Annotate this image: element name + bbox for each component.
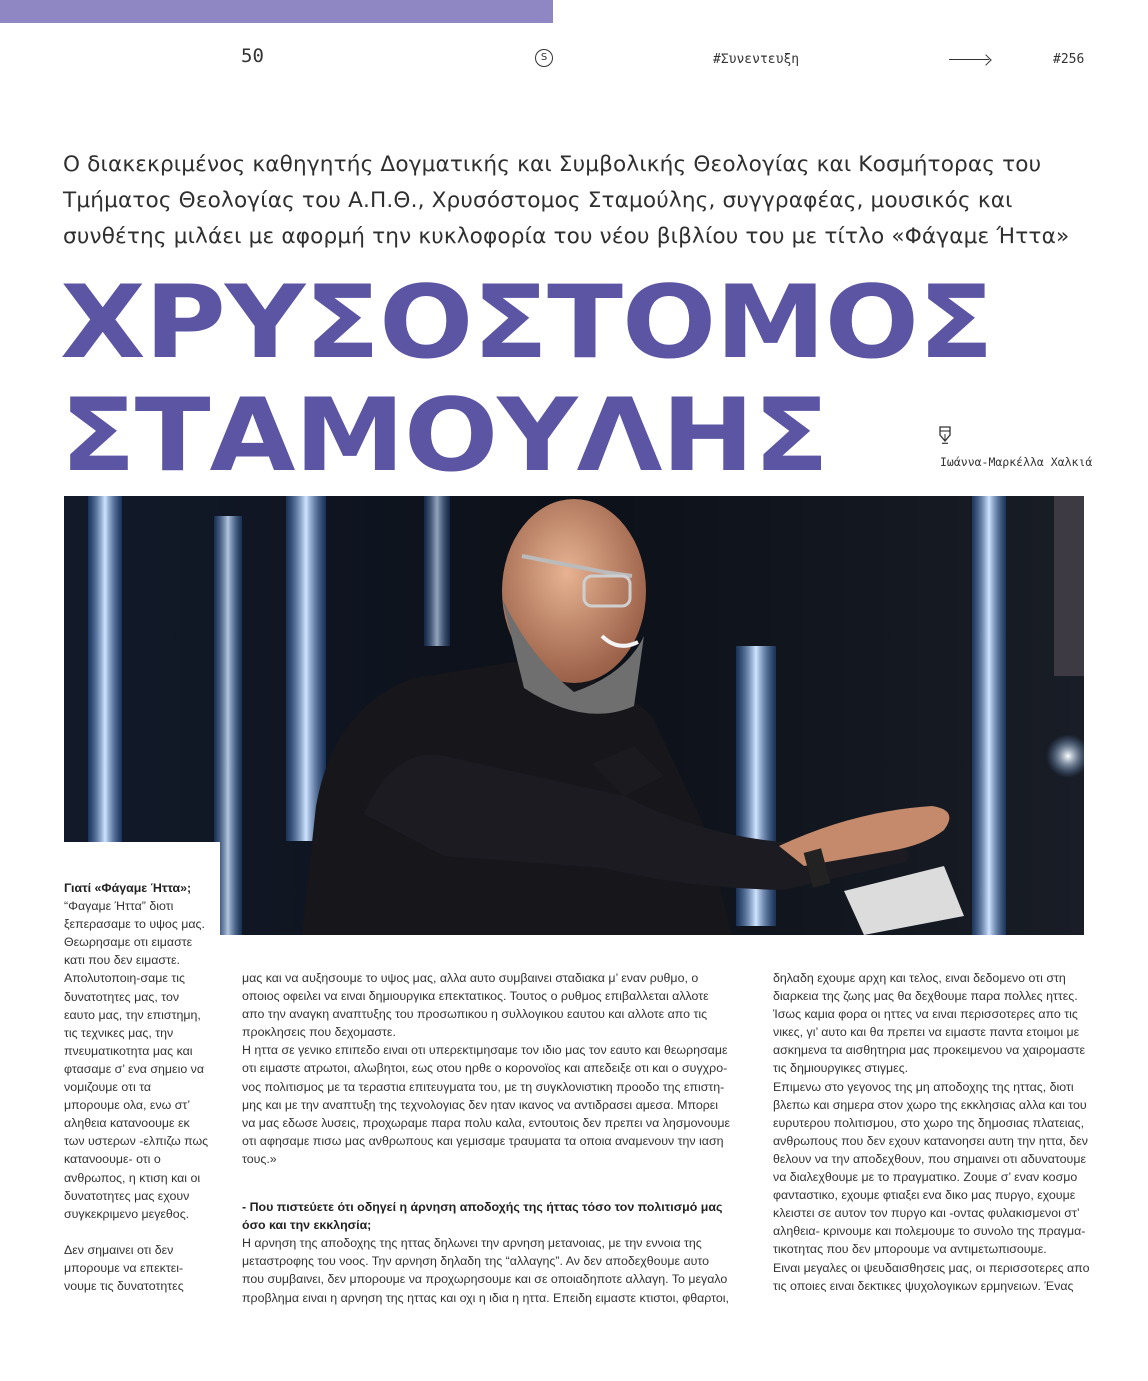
pen-nib-icon bbox=[938, 426, 952, 444]
top-accent-bar bbox=[0, 0, 553, 23]
question-2: - Που πιστεύετε ότι οδηγεί η άρνηση αποδοχής της ήττας τόσο τον πολιτισμό μας όσο και την εκκλησία; bbox=[242, 1200, 723, 1233]
column-3-paragraph-2: Επιμενω στο γεγονος της μη αποδοχης της ηττας, διοτι βλεπω και σημερα στον χωρο της εκκλησιας αλλα και του ευρυτερου πολιτισμου, στο χωρο της δημοσιας πλατειας, ανθρωπους που δεν εχουν κατανοησει αυτη την ηττα, δεν θελουν να την αποδεχθουν, που σημαινει οτι αδυνατουμε να διαλεχθουμε με το πραγματικο. Ζουμε σ’ εναν κοσμο φανταστικο, εχουμε φτιαξει ενα δικο μας πυργο, εχουμε κλειστει σε αυτον τον πυργο και -οντας φυλακισμενοι στ’ αληθεια- κρινουμε και πολεμουμε το συνολο της πραγμα-τικοτητας που δεν μπορουμε να αντιμετωπισουμε. bbox=[773, 1079, 1088, 1257]
question-1: Γιατί «Φάγαμε Ήττα»; bbox=[64, 881, 192, 895]
column-3-paragraph-1: δηλαδη εχουμε αρχη και τελος, ειναι δεδομενο οτι στη διαρκεια της ζωης μας θα δεχθουμε παρα πολλες ηττες. Ίσως καμια φορα οι ηττες να ειναι περισσοτερες απο τις νικες, γι’ αυτο και θα πρεπει να ειμαστε παντα ετοιμοι με ασκημενα τα αισθητηρια μας προκειμενου να χαιρομαστε τις δημιουργικες στιγμες. bbox=[773, 971, 1086, 1076]
headline-line-1: ΧΡΥΣΟΣΤΟΜΟΣ bbox=[60, 263, 993, 381]
issue-number: #256 bbox=[1053, 52, 1085, 67]
article-column-2 bbox=[242, 969, 732, 1307]
answer-1: “Φαγαμε Ήττα” διοτι ξεπερασαμε το υψος μας. Θεωρησαμε οτι ειμαστε κατι που δεν ειμαστε. Απολυτοποιη-σαμε τις δυνατοτητες μας, τον εαυτο μας, την επιστημη, τις τεχνικες μας, την πνευματικοτητα μας και φτασαμε σ’ ενα σημειο να νομιζουμε οτι τα μπορουμε ολα, ενω στ’ αληθεια κατανοουμε εκ των υστερων -ελπιζω πως κατανοουμε- οτι ο ανθρωπος, η κτιση και οι δυνατοτητες μας εχουν συγκεκριμενο μεγεθος. bbox=[64, 899, 209, 1221]
column-2-paragraph-2: Η ηττα σε γενικο επιπεδο ειναι οτι υπερεκτιμησαμε τον ιδιο μας τον εαυτο και θεωρησαμε οτι ειμαστε ατρωτοι, αλωβητοι, εως οτου ηρθε ο κορονοϊος και απεδειξε οτι και ο συγχρο-νος πολιτισμος με τα τεραστια επιτευγματα του, με τη συγκλονιστικη προοδο της επιστη-μης και με την αναπτυξη της τεχνολογιας δεν ηταν ικανος να αντιδρασει αμεσα. Μπορει να μας εδωσε λυσεις, προχωραμε παρα πολυ καλα, εντουτοις δεν πρεπει να λησμονουμε οτι αφησαμε πισω μας ανθρωπους και γεμισαμε τραυματα τα οποια αναμενουν την ιαση τους.» bbox=[242, 1043, 731, 1166]
column-2-paragraph-3: Η αρνηση της αποδοχης της ηττας δηλωνει την αρνηση μετανοιας, με την εννοια της μεταστροφης του νοος. Την αρνηση δηλαδη της “αλλαγης”. Αν δεν αποδεχθουμε αυτο που συμβαινει, δεν μπορουμε να προχωρησουμε και σε οποιαδηποτε αλλαγη. Το μεγαλο προβλημα ειναι η αρνηση της ηττας και οχι η ιδια η ηττα. Επειδη ειμαστε κτιστοι, φθαρτοι, bbox=[242, 1236, 729, 1305]
arrow-right-icon bbox=[949, 59, 989, 60]
column-3-paragraph-3: Ειναι μεγαλες οι ψευδαισθησεις μας, οι περισσοτερες απο τις οποιες ειναι δεκτικες ψυχολογικων ερμηνειων. Ένας bbox=[773, 1260, 1090, 1293]
author-name: Ιωάννα-Μαρκέλλα Χαλκιά bbox=[940, 455, 1093, 469]
answer-1-continued: Δεν σημαινει οτι δεν μπορουμε να επεκτει-νουμε τις δυνατοτητες bbox=[64, 1242, 184, 1293]
article-column-1 bbox=[64, 879, 210, 1295]
section-tag: #Συνεντευξη bbox=[713, 52, 800, 67]
lead-paragraph: Ο διακεκριμένος καθηγητής Δογματικής και Συμβολικής Θεολογίας και Κοσμήτορας του Τμήματος Θεολογίας του Α.Π.Θ., Χρυσόστομος Σταμούλης, συγγραφέας, μουσικός και συνθέτης μιλάει με αφορμή την κυκλοφορία του νέου βιβλίου του με τίτλο «Φάγαμε Ήττα» bbox=[63, 152, 1070, 249]
page-number: 50 bbox=[241, 45, 264, 67]
column-2-paragraph-1: μας και να αυξησουμε το υψος μας, αλλα αυτο συμβαινει σταδιακα μ’ εναν ρυθμο, ο οποιος οφειλει να ειναι δημιουργικα επεκτατικος. Τουτος ο ρυθμος επιβαλλεται αλλοτε απο την αναγκη αναπτυξης του προσωπικου η συλλογικου εαυτου και αλλοτε απο τις προκλησεις που δεχομαστε. bbox=[242, 971, 709, 1040]
magazine-logo-icon: S bbox=[535, 49, 553, 67]
headline-line-2: ΣΤΑΜΟΥΛΗΣ bbox=[60, 376, 829, 494]
article-column-3 bbox=[773, 969, 1093, 1295]
